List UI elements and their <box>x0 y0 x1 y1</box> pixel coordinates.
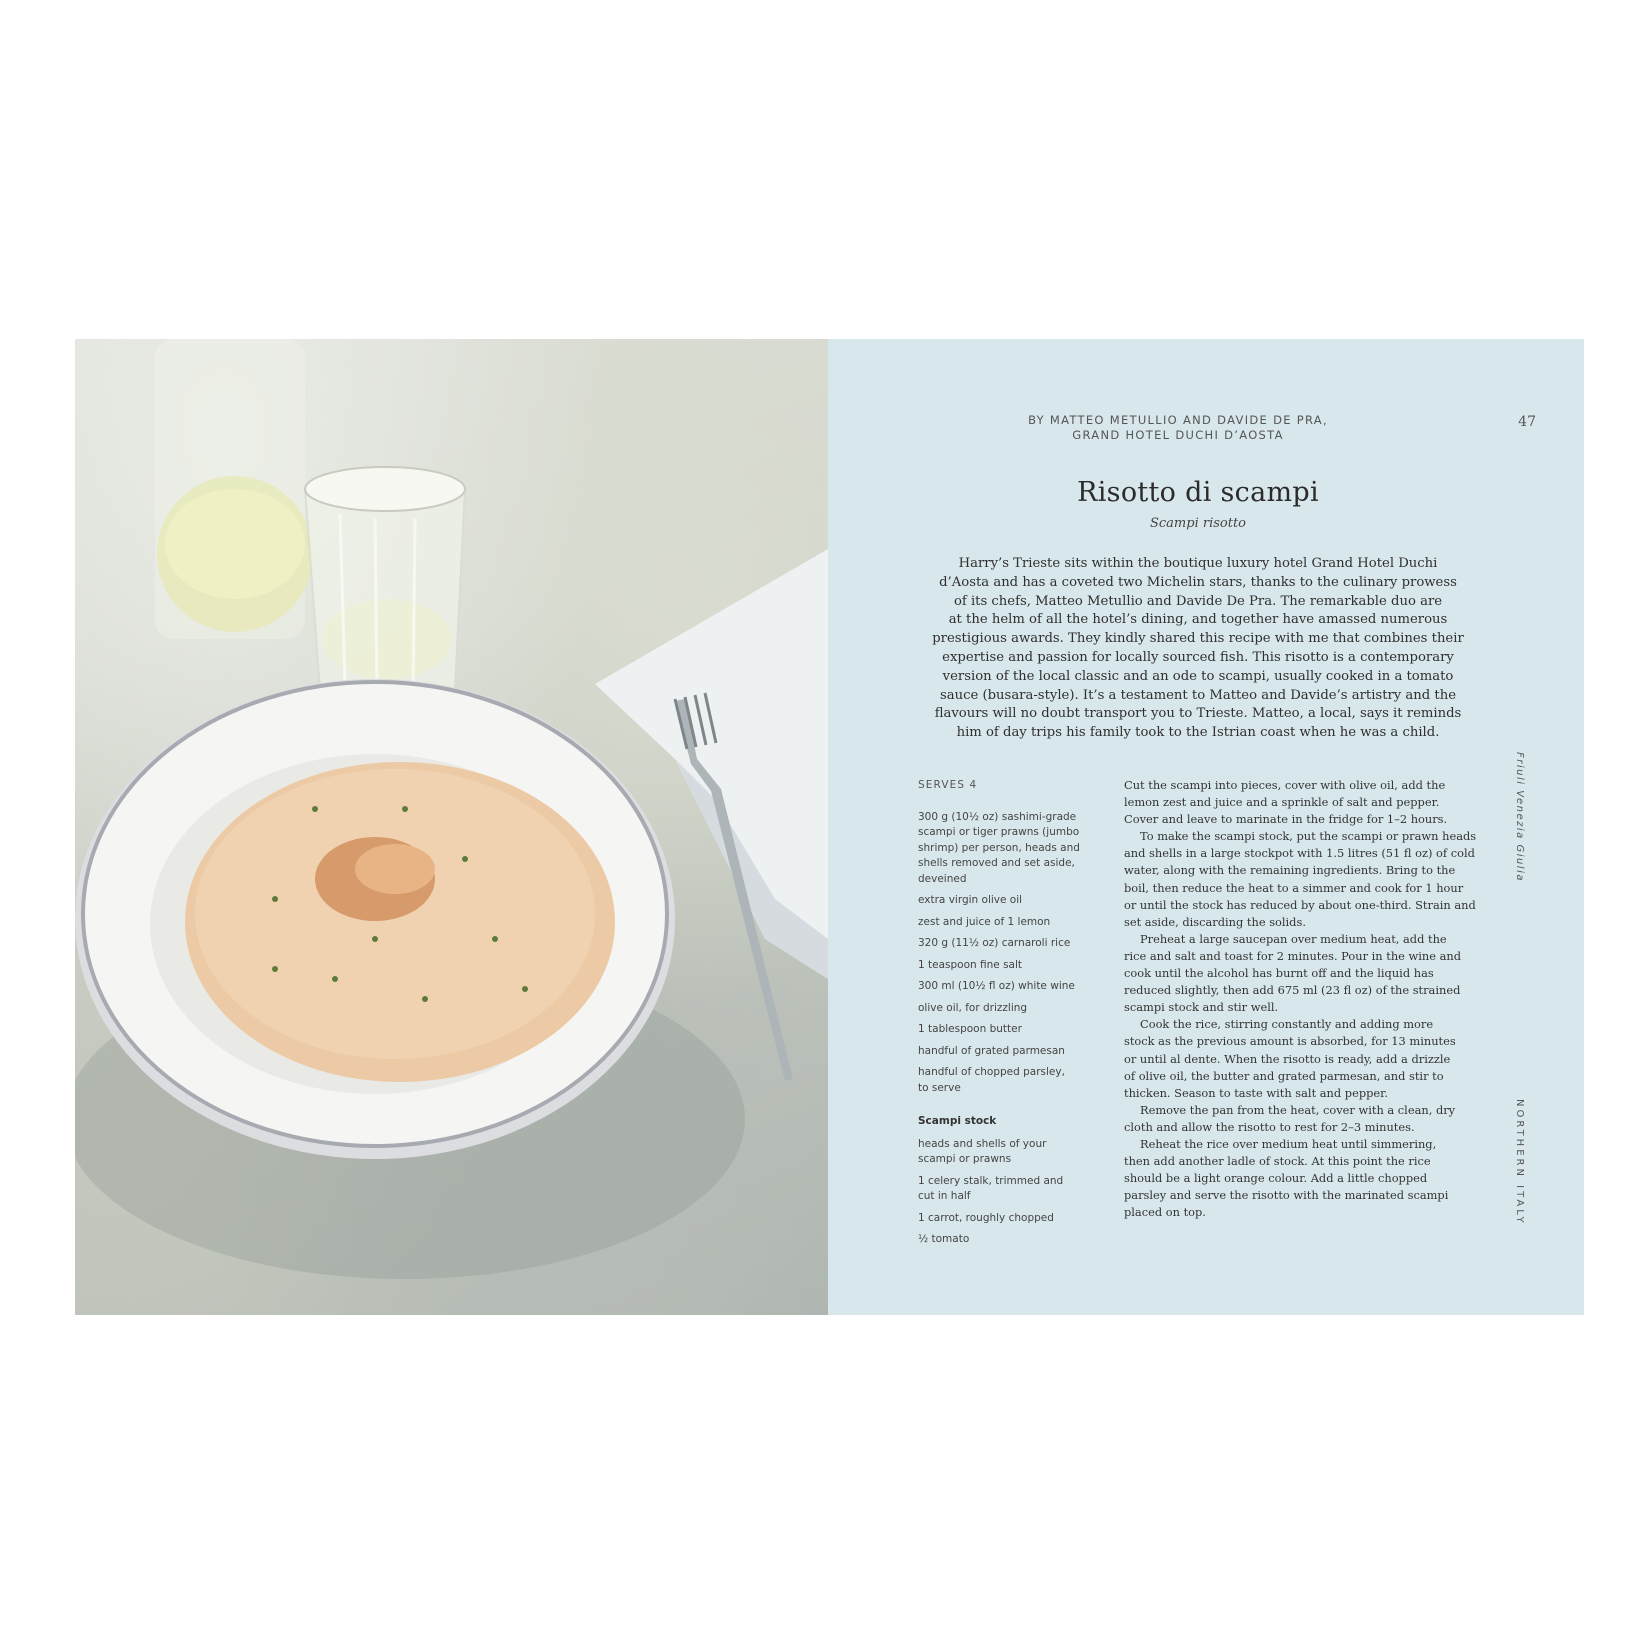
method-line: and shells in a large stockpot with 1.5 litres (51 fl oz) of cold <box>1124 846 1475 861</box>
ingredient-item: handful of chopped parsley, to serve <box>918 1066 1065 1094</box>
byline: BY MATTEO METULLIO AND DAVIDE DE PRA, GRAND HOTEL DUCHI D’AOSTA <box>1028 413 1328 442</box>
intro-paragraph: Harry’s Trieste sits within the boutique luxury hotel Grand Hotel Duchi d’Aosta and has a coveted two Michelin stars, thanks to the culinary prowess of its chefs, Matteo Metullio and Davide De Pra. The remarkable duo are at the helm of all the hotel’s dining, and together have amassed numerous prestigious awards. They kindly shared this recipe with me that combines their expertise and passion for locally sourced fish. This risotto is a contemporary version of the local classic and an ode to scampi, usually cooked in a tomato sauce (busara-style). It’s a testament to Matteo and Davide’s artistry and the flavours will no doubt transport you to Trieste. Matteo, a local, says it reminds him of day trips his family took to the Istrian coast when he was a child. <box>932 556 1464 741</box>
water-glass <box>305 467 465 702</box>
method-line: Remove the pan from the heat, cover with a clean, dry <box>1140 1102 1456 1117</box>
section-label: NORTHERN ITALY <box>1514 1099 1525 1226</box>
stock-heading: Scampi stock <box>918 1115 997 1127</box>
region-label: Friuli Venezia Giulia <box>1514 752 1525 882</box>
ingredient-item: extra virgin olive oil <box>918 894 1023 906</box>
method-line: cook until the alcohol has burnt off and the liquid has <box>1124 966 1434 981</box>
photo-page <box>75 339 828 1315</box>
method-line: Reheat the rice over medium heat until simmering, <box>1140 1136 1437 1151</box>
stock-ingredient-item: heads and shells of your scampi or prawns <box>918 1137 1047 1165</box>
method-line: rice and salt and toast for 2 minutes. Pour in the wine and <box>1124 948 1462 963</box>
ingredient-item: 320 g (11½ oz) carnaroli rice <box>918 937 1071 949</box>
stock-ingredient-item: 1 celery stalk, trimmed and cut in half <box>918 1174 1064 1202</box>
method-line: parsley and serve the risotto with the marinated scampi <box>1124 1188 1449 1203</box>
method-line: stock as the previous amount is absorbed, for 13 minutes <box>1124 1034 1456 1049</box>
risotto-plate-photo <box>75 339 828 1315</box>
method-line: cloth and allow the risotto to rest for 2–3 minutes. <box>1124 1119 1415 1134</box>
method-line: scampi stock and stir well. <box>1124 1000 1279 1015</box>
method-line: should be a light orange colour. Add a little chopped <box>1124 1171 1428 1186</box>
book-spread <box>75 339 1584 1315</box>
page-number: 47 <box>1518 414 1536 430</box>
method-text <box>1124 777 1477 1221</box>
text-page <box>828 339 1584 1315</box>
method-line: Cut the scampi into pieces, cover with olive oil, add the <box>1124 778 1446 792</box>
method-line: or until the stock has reduced by about one-third. Strain and <box>1124 897 1476 912</box>
risotto <box>185 762 615 1082</box>
method-line: Cover and leave to marinate in the fridge for 1–2 hours. <box>1124 812 1448 827</box>
method-line: or until al dente. When the risotto is ready, add a drizzle <box>1124 1051 1451 1066</box>
method-line: placed on top. <box>1124 1205 1206 1220</box>
method-line: boil, then reduce the heat to a simmer and cook for 1 hour <box>1124 880 1464 895</box>
ingredient-item: 300 g (10½ oz) sashimi-grade scampi or tiger prawns (jumbo shrimp) per person, heads and shells removed and set aside, deveined <box>918 810 1080 885</box>
method-line: water, along with the remaining ingredients. Bring to the <box>1124 863 1456 878</box>
method-line: of olive oil, the butter and grated parmesan, and stir to <box>1124 1068 1444 1083</box>
ingredient-item: 1 teaspoon fine salt <box>918 958 1023 971</box>
ingredient-item: handful of grated parmesan <box>918 1044 1065 1057</box>
stock-ingredient-item: 1 carrot, roughly chopped <box>918 1211 1054 1224</box>
method-line: then add another ladle of stock. At this point the rice <box>1124 1154 1431 1169</box>
method-line: Preheat a large saucepan over medium heat, add the <box>1140 931 1447 946</box>
method-line: thicken. Season to taste with salt and pepper. <box>1124 1085 1388 1100</box>
ingredient-item: 1 tablespoon butter <box>918 1023 1022 1035</box>
serves-label: SERVES 4 <box>918 779 978 791</box>
method-line: set aside, discarding the solids. <box>1124 914 1306 929</box>
method-line: Cook the rice, stirring constantly and adding more <box>1140 1017 1434 1032</box>
recipe-title: Risotto di scampi <box>1077 477 1319 508</box>
method-line: reduced slightly, then add 675 ml (23 fl oz) of the strained <box>1124 983 1461 998</box>
method-line: To make the scampi stock, put the scampi or prawn heads <box>1140 829 1477 844</box>
ingredient-item: olive oil, for drizzling <box>918 1001 1028 1014</box>
ingredient-item: 300 ml (10½ fl oz) white wine <box>918 980 1075 992</box>
ingredient-item: zest and juice of 1 lemon <box>918 915 1051 928</box>
method-line: lemon zest and juice and a sprinkle of salt and pepper. <box>1124 795 1440 810</box>
recipe-subtitle: Scampi risotto <box>1149 516 1247 531</box>
stock-ingredient-item: ½ tomato <box>918 1233 970 1245</box>
ingredients-list <box>918 778 1098 1254</box>
